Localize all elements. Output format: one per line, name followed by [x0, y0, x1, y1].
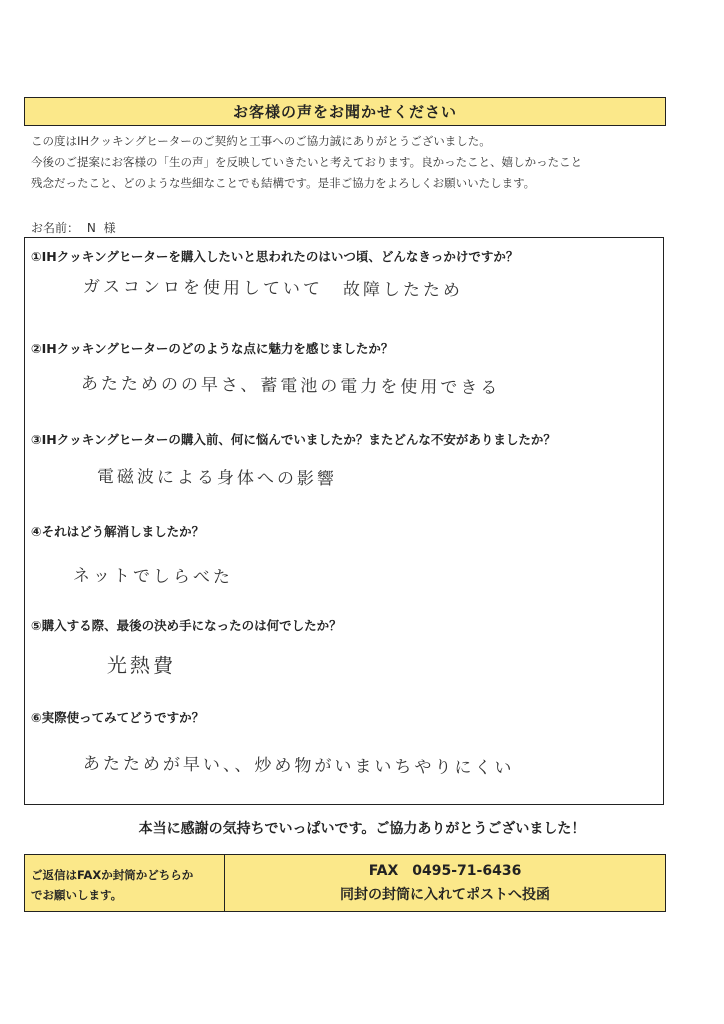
honorific: 様 [103, 221, 116, 235]
question-6-label: ⑥実際使ってみてどうですか？ [31, 710, 205, 725]
question-1-label: ①IHクッキングヒーターを購入したいと思われたのはいつ頃、どんなきっかけですか？ [31, 249, 519, 264]
thank-you-message: 本当に感謝の気持ちでいっぱいです。ご協力ありがとうございました！ [138, 821, 586, 837]
question-5-answer: 光熱費 [106, 653, 177, 678]
question-3-answer: 電磁波による身体への影響 [96, 467, 338, 490]
reply-contact [225, 855, 665, 911]
question-5-label: ⑤購入する際、最後の決め手になったのは何でしたか？ [31, 618, 342, 633]
mail-instruction: 同封の封筒に入れてポストへ投函 [340, 887, 550, 903]
question-6-answer: あたためが早い、、炒め物がいまいちやりにくい [82, 754, 515, 779]
reply-note-line: でお願いします。 [31, 888, 123, 902]
fax-number: FAX 0495-71-6436 [368, 863, 522, 879]
intro-line: 今後のご提案にお客様の「生の声」を反映していきたいと考えております。良かったこと、嬉しかったこと [31, 155, 583, 169]
survey-questions-box [24, 237, 664, 805]
intro-line: この度はIHクッキングヒーターのご契約と工事へのご協力誠にありがとうございました。 [31, 134, 491, 148]
question-3-label: ③IHクッキングヒーターの購入前、何に悩んでいましたか？またどんな不安がありましたか？ [31, 432, 556, 447]
question-2-label: ②IHクッキングヒーターのどのような点に魅力を感じましたか？ [31, 341, 394, 356]
survey-header [24, 97, 666, 126]
survey-title: お客様の声をお聞かせください [232, 103, 457, 121]
intro-line: 残念だったこと、どのような些細なことでも結構です。是非ご協力をよろしくお願いいたします。 [31, 176, 536, 190]
question-1-answer: ガスコンロを使用していて 故障したため [82, 277, 464, 301]
name-label: お名前： [31, 221, 80, 235]
reply-method-note [25, 855, 225, 911]
intro-text [31, 131, 681, 194]
question-2-answer: あたためのの早さ、蓄電池の電力を使用できる [80, 374, 501, 399]
reply-note-line: ご返信はFAXか封筒かどちらか [31, 868, 194, 882]
reply-info-box [24, 854, 666, 912]
customer-name-row [31, 219, 120, 236]
question-4-label: ④それはどう解消しましたか？ [31, 524, 205, 539]
name-value: N [86, 221, 96, 235]
question-4-answer: ネットでしらべた [72, 566, 234, 588]
